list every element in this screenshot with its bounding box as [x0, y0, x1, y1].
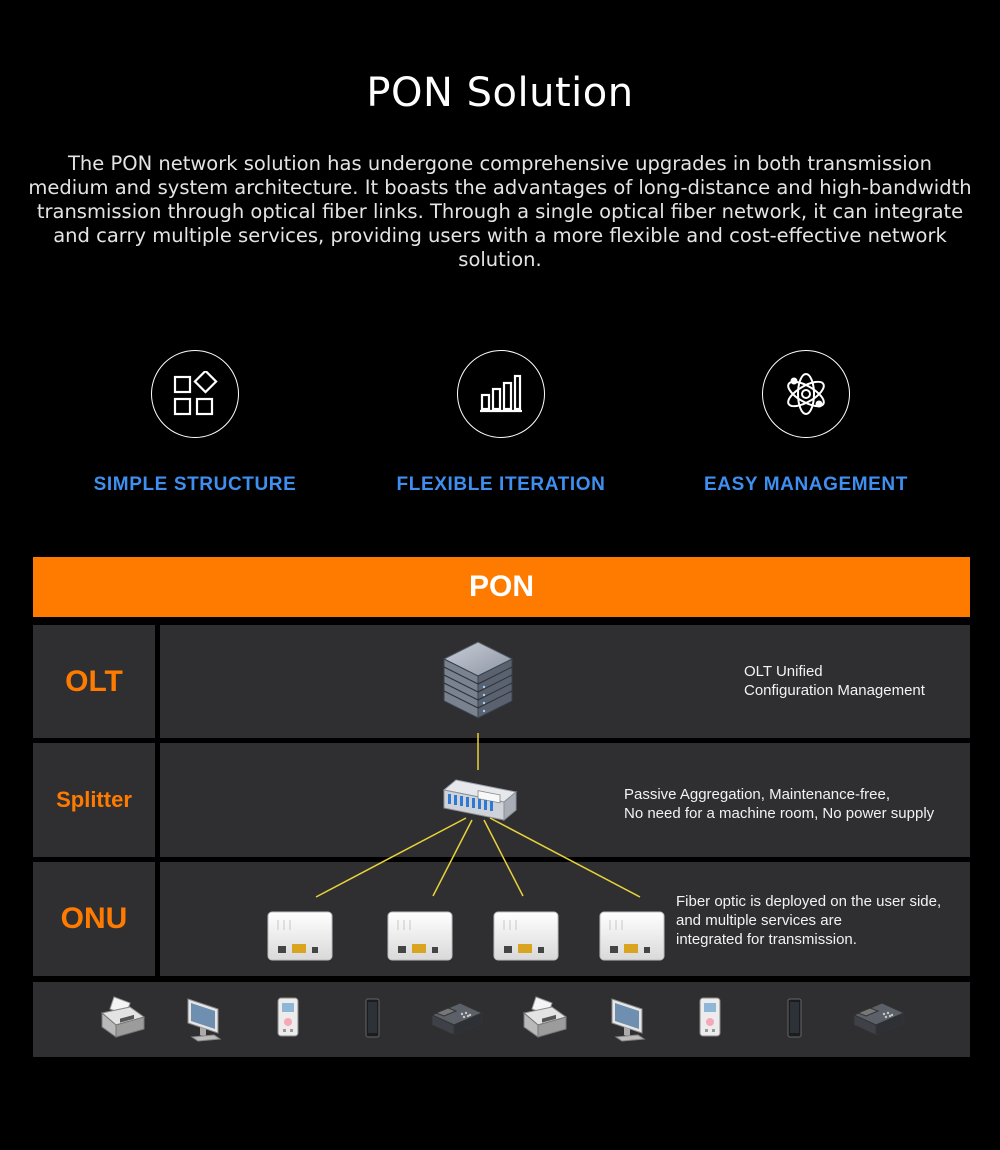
end-devices [102, 997, 904, 1041]
printer-icon [102, 997, 144, 1037]
fax-icon [854, 1003, 904, 1035]
fax-icon [432, 1003, 482, 1035]
olt-description: OLT Unified Configuration Management [744, 663, 925, 699]
feature-label: EASY MANAGEMENT [704, 474, 908, 495]
phone-icon [366, 999, 379, 1037]
splitter-description: Passive Aggregation, Maintenance-free, No need for a machine room, No power supply [624, 786, 935, 822]
row-label-onu: ONU [33, 862, 155, 976]
phone-icon [788, 999, 801, 1037]
remote-icon [700, 998, 720, 1036]
monitor-icon [188, 999, 220, 1041]
remote-icon [278, 998, 298, 1036]
splitter-icon [444, 780, 516, 820]
onu-icon [600, 912, 664, 960]
onu-icon [494, 912, 558, 960]
onu-devices [268, 912, 664, 960]
onu-description: Fiber optic is deployed on the user side, and multiple services are integrated for transmission. [676, 893, 942, 948]
feature-label: SIMPLE STRUCTURE [93, 474, 297, 495]
page-title: PON Solution [366, 70, 634, 116]
onu-icon [388, 912, 452, 960]
row-label-splitter: Splitter [33, 743, 155, 857]
pon-banner: PON [33, 557, 970, 617]
printer-icon [524, 997, 566, 1037]
onu-icon [268, 912, 332, 960]
monitor-icon [612, 999, 644, 1041]
intro-paragraph: The PON network solution has undergone comprehensive upgrades in both transmission medium and system architecture. It boasts the advantages of long-distance and high-bandwidth transmission through optical fiber links. Through a single optical fiber network, it can integrate and carry multiple services, providing users with a more flexible and cost-effective network solution. [28, 152, 972, 271]
server-rack-icon [444, 642, 512, 718]
feature-label: FLEXIBLE ITERATION [396, 474, 606, 495]
row-label-olt: OLT [33, 625, 155, 738]
